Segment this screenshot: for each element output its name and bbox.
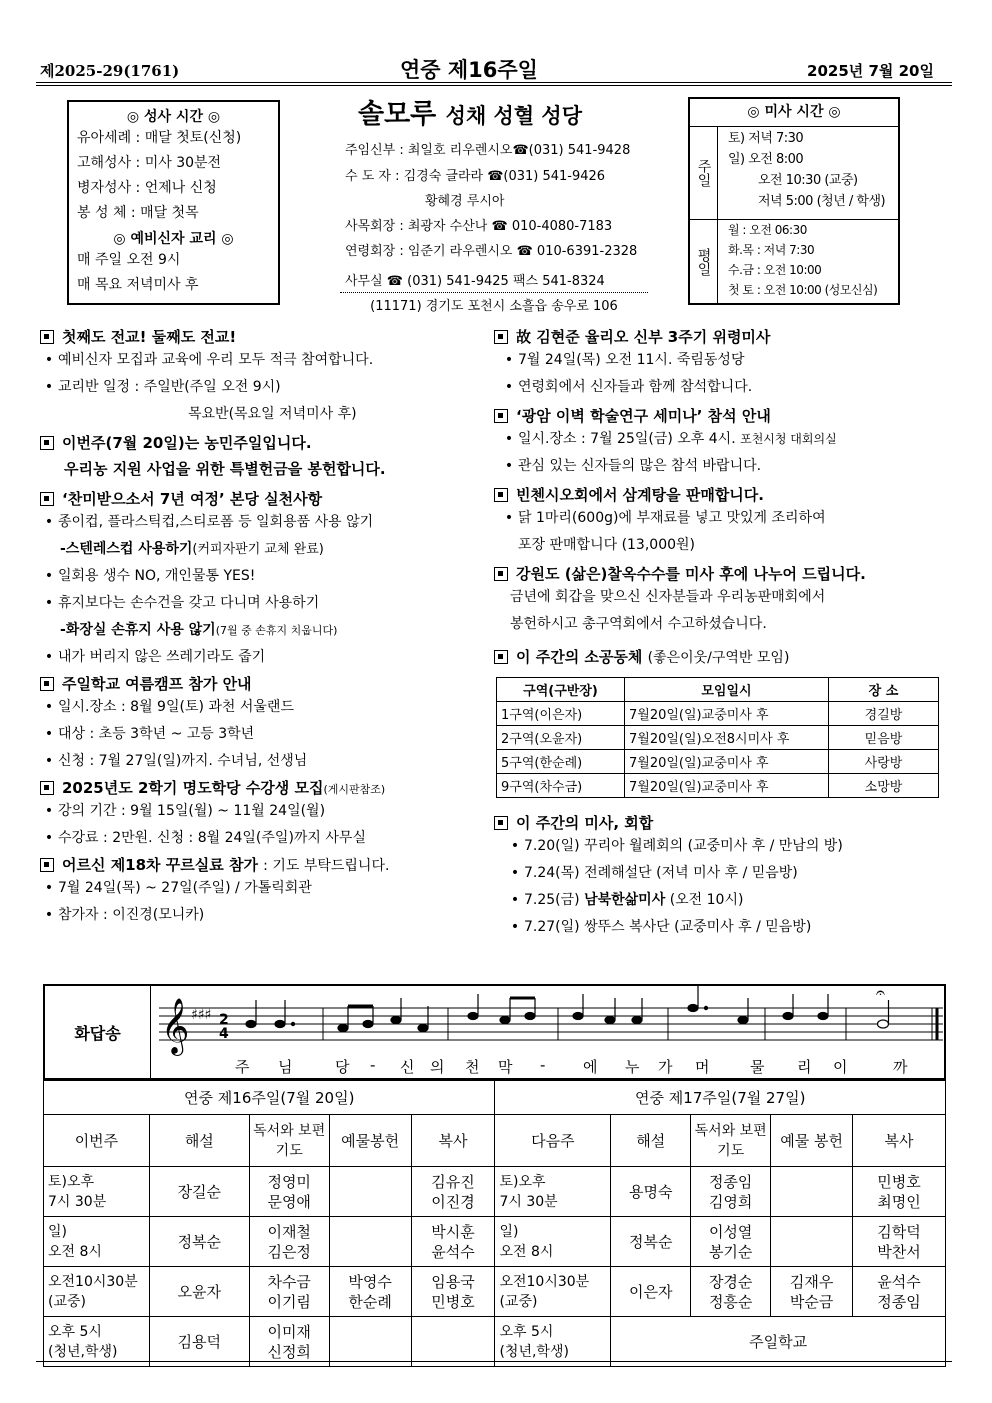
bullet-square-icon bbox=[40, 436, 54, 450]
church-address: (11171) 경기도 포천시 소흘읍 송우로 106 bbox=[340, 292, 648, 314]
sunday-mass-section bbox=[690, 127, 898, 220]
catechumen-row: 매 주일 오전 9시 bbox=[77, 252, 181, 268]
list-item: • 휴지보다는 손수건을 갖고 다니며 사용하기 bbox=[44, 595, 320, 611]
list-item: • 7.25(금) 남북한삶미사 (오전 10시) bbox=[510, 892, 744, 908]
bullet-square-icon bbox=[494, 650, 508, 664]
roster-cell: 이미재 신정희 bbox=[249, 1317, 329, 1367]
section-heading: 이 주간의 미사, 회합 bbox=[494, 812, 949, 833]
weekday-mass-section bbox=[690, 220, 898, 303]
table-row: 2구역(오윤자) 7월20일(일)오전8시미사 후 믿음방 bbox=[497, 726, 939, 750]
mass-times-title: ◎ 미사 시간 ◎ bbox=[690, 99, 898, 127]
bullet-square-icon bbox=[40, 492, 54, 506]
right-column bbox=[494, 326, 949, 941]
list-item: • 7.27(일) 쌍뚜스 복사단 (교중미사 후 / 믿음방) bbox=[510, 919, 812, 935]
roster-cell: 오전10시30분 (교중) bbox=[495, 1267, 611, 1317]
roster-cell: 용명숙 bbox=[611, 1167, 691, 1217]
list-item: • 7.24(목) 전례해설단 (저녁 미사 후 / 믿음방) bbox=[510, 865, 798, 881]
mass-time-row: 토) 저녁 7:30 bbox=[728, 131, 804, 146]
page-title: 연중 제16주일 bbox=[400, 58, 538, 82]
sacrament-row: 병자성사 : 언제나 신청 bbox=[77, 180, 217, 196]
roster-cell: 토)오후 7시 30분 bbox=[44, 1167, 150, 1217]
federation-chair-info: 연령회장 : 임준기 라우렌시오 ☎ 010-6391-2328 bbox=[345, 244, 638, 259]
table-header: 모임일시 bbox=[625, 678, 829, 702]
bullet-square-icon bbox=[494, 816, 508, 830]
roster-cell: 김용덕 bbox=[149, 1317, 249, 1367]
list-item: • 교리반 일정 : 주일반(주일 오전 9시) bbox=[44, 379, 281, 395]
section-heading: ‘광암 이벽 학술연구 세미나’ 참석 안내 bbox=[494, 405, 949, 426]
issue-number: 제2025-29(1761) bbox=[40, 62, 180, 80]
section-heading: 첫째도 전교! 둘째도 전교! bbox=[40, 326, 490, 347]
roster-cell: 이은자 bbox=[611, 1267, 691, 1317]
weekday-label: 평일 bbox=[690, 220, 718, 303]
roster-row bbox=[44, 1217, 946, 1267]
section-line: 봉헌하시고 총구역회에서 수고하셨습니다. bbox=[510, 616, 767, 632]
roster-cell bbox=[411, 1317, 495, 1367]
mass-time-row: 월 : 오전 06:30 bbox=[728, 223, 807, 237]
list-item: 포장 판매합니다 (13,000원) bbox=[518, 537, 696, 553]
bullet-square-icon bbox=[40, 330, 54, 344]
section-line: 금년에 회갑을 맞으신 신자분들과 우리농판매회에서 bbox=[510, 589, 826, 605]
table-row: 5구역(한순례) 7월20일(일)교중미사 후 사랑방 bbox=[497, 750, 939, 774]
list-item: • 일시.장소 : 8월 9일(토) 과천 서울랜드 bbox=[44, 699, 294, 715]
roster-cell: 김재우 박순금 bbox=[771, 1267, 853, 1317]
section-line: 우리농 지원 사업을 위한 특별헌금을 봉헌합니다. bbox=[64, 460, 386, 478]
roster-cell: 일) 오전 8시 bbox=[495, 1217, 611, 1267]
list-item: -스텐레스컵 사용하기(커피자판기 교체 완료) bbox=[60, 541, 324, 557]
list-item: 목요반(목요일 저녁미사 후) bbox=[188, 406, 357, 422]
roster-cell bbox=[771, 1167, 853, 1217]
section-heading: 이번주(7월 20일)는 농민주일입니다. bbox=[40, 432, 490, 453]
sunday-label: 주일 bbox=[690, 127, 718, 219]
fermata-icon: 𝄐 bbox=[876, 986, 885, 1002]
svg-text:4: 4 bbox=[219, 1026, 229, 1042]
section-heading: 2025년도 2학기 명도학당 수강생 모집(게시판참조) bbox=[40, 777, 490, 798]
roster-cell: 토)오후 7시 30분 bbox=[495, 1167, 611, 1217]
left-column bbox=[40, 326, 490, 929]
section-heading: ‘찬미받으소서 7년 여정’ 본당 실천사항 bbox=[40, 488, 490, 509]
list-item: • 7월 24일(목) 오전 11시. 죽림동성당 bbox=[504, 352, 745, 368]
roster-cell: 정복순 bbox=[149, 1217, 249, 1267]
roster-row bbox=[44, 1167, 946, 1217]
list-item: • 참가자 : 이진경(모니카) bbox=[44, 907, 205, 923]
small-community-table bbox=[496, 677, 939, 798]
sisters-info-2: 황혜경 루시아 bbox=[425, 194, 505, 209]
list-item: • 수강료 : 2만원. 신청 : 8월 24일(주일)까지 사무실 bbox=[44, 830, 366, 846]
roster-cell bbox=[329, 1217, 411, 1267]
liturgy-roster-table bbox=[43, 1080, 946, 1367]
psalm-label: 화답송 bbox=[45, 986, 151, 1078]
roster-cell: 김유진 이진경 bbox=[411, 1167, 495, 1217]
list-item: • 연령회에서 신자들과 함께 참석합니다. bbox=[504, 379, 753, 395]
table-header: 구역(구반장) bbox=[497, 678, 625, 702]
roster-cell: 박영수 한순례 bbox=[329, 1267, 411, 1317]
roster-cell: 김학덕 박찬서 bbox=[853, 1217, 946, 1267]
header-divider bbox=[36, 82, 952, 86]
list-item: -화장실 손휴지 사용 않기(7월 중 손휴지 치웁니다) bbox=[60, 622, 338, 638]
list-item: • 관심 있는 신자들의 많은 참석 바랍니다. bbox=[504, 458, 762, 474]
roster-cell: 임용국 민병호 bbox=[411, 1267, 495, 1317]
list-item: • 7.20(일) 꾸리아 월례회의 (교중미사 후 / 만남의 방) bbox=[510, 838, 843, 854]
office-info: 사무실 ☎ (031) 541-9425 팩스 541-8324 bbox=[345, 274, 605, 289]
sacrament-row: 고해성사 : 미사 30분전 bbox=[77, 155, 222, 171]
bullet-square-icon bbox=[494, 488, 508, 502]
roster-row bbox=[44, 1317, 946, 1367]
sacrament-row: 유아세례 : 매달 첫토(신청) bbox=[77, 130, 242, 146]
section-heading: 어르신 제18차 꾸르실료 참가 : 기도 부탁드립니다. bbox=[40, 854, 490, 875]
list-item: • 대상 : 초등 3학년 ~ 고등 3학년 bbox=[44, 726, 255, 742]
roster-cell bbox=[329, 1167, 411, 1217]
roster-cell: 이재철 김은정 bbox=[249, 1217, 329, 1267]
list-item: • 내가 버리지 않은 쓰레기라도 줍기 bbox=[44, 649, 266, 665]
roster-cell: 차수금 이기림 bbox=[249, 1267, 329, 1317]
catechumen-title: ◎ 예비신자 교리 ◎ bbox=[113, 231, 234, 247]
roster-cell: 장경순 정흥순 bbox=[691, 1267, 771, 1317]
mass-times-box bbox=[688, 97, 900, 305]
roster-cell bbox=[329, 1317, 411, 1367]
svg-text:♯♯♯: ♯♯♯ bbox=[191, 1007, 212, 1023]
list-item: • 예비신자 모집과 교육에 우리 모두 적극 참여합니다. bbox=[44, 352, 374, 368]
sacrament-title: ◎ 성사 시간 ◎ bbox=[126, 109, 221, 125]
list-item: • 종이컵, 플라스틱컵,스티로폼 등 일회용품 사용 않기 bbox=[44, 514, 374, 530]
psalm-response-box: 화답송 𝄞 ♯♯♯ 2 4 𝄐 주 님 당 - 신 의 천 막 - 에 누 가 머 물 리 이 까 bbox=[43, 984, 946, 1080]
list-item: • 강의 기간 : 9월 15일(월) ~ 11월 24일(월) bbox=[44, 803, 326, 819]
week2-title: 연중 제17주일(7월 27일) bbox=[495, 1081, 946, 1115]
roster-cell: 윤석수 정종임 bbox=[853, 1267, 946, 1317]
section-heading: 이 주간의 소공동체 (좋은이웃/구역반 모임) bbox=[494, 646, 949, 667]
sisters-info: 수 도 자 : 김경숙 글라라 ☎(031) 541-9426 bbox=[345, 169, 606, 184]
music-staff bbox=[153, 986, 946, 1078]
mass-time-row: 일) 오전 8:00 bbox=[728, 152, 804, 167]
roster-cell: 오후 5시 (청년,학생) bbox=[495, 1317, 611, 1367]
sacrament-times-box bbox=[67, 100, 280, 305]
roster-cell: 주일학교 bbox=[611, 1317, 946, 1367]
roster-cell: 장길순 bbox=[149, 1167, 249, 1217]
roster-cell: 정복순 bbox=[611, 1217, 691, 1267]
bullet-square-icon bbox=[40, 781, 54, 795]
mass-time-row: 오전 10:30 (교중) bbox=[758, 173, 858, 188]
roster-cell: 박시훈 윤석수 bbox=[411, 1217, 495, 1267]
list-item: • 일시.장소 : 7월 25일(금) 오후 4시. 포천시청 대회의실 bbox=[504, 431, 837, 447]
roster-cell: 오윤자 bbox=[149, 1267, 249, 1317]
mass-time-row: 저녁 5:00 (청년 / 학생) bbox=[758, 194, 886, 209]
council-chair-info: 사목회장 : 최광자 수산나 ☎ 010-4080-7183 bbox=[345, 219, 613, 234]
roster-header-row: 이번주 해설 독서와 보편기도 예물봉헌 복사 다음주 해설 독서와 보편기도 예물 봉헌 복사 bbox=[44, 1115, 946, 1167]
roster-cell: 민병호 최명인 bbox=[853, 1167, 946, 1217]
bullet-square-icon bbox=[494, 567, 508, 581]
bullet-square-icon bbox=[40, 858, 54, 872]
church-name: 솔모루 성채 성혈 성당 bbox=[358, 99, 582, 130]
roster-row bbox=[44, 1267, 946, 1317]
roster-cell: 이성열 봉기순 bbox=[691, 1217, 771, 1267]
treble-clef-icon: 𝄞 bbox=[161, 998, 190, 1054]
svg-text:2: 2 bbox=[219, 1012, 229, 1028]
roster-cell: 일) 오전 8시 bbox=[44, 1217, 150, 1267]
roster-cell: 정종임 김영희 bbox=[691, 1167, 771, 1217]
week1-title: 연중 제16주일(7월 20일) bbox=[44, 1081, 495, 1115]
list-item: • 신청 : 7월 27일(일)까지. 수녀님, 선생님 bbox=[44, 753, 308, 769]
bullet-square-icon bbox=[494, 409, 508, 423]
roster-cell: 정영미 문영애 bbox=[249, 1167, 329, 1217]
table-row: 1구역(이은자) 7월20일(일)교중미사 후 경길방 bbox=[497, 702, 939, 726]
bullet-square-icon bbox=[494, 330, 508, 344]
mass-time-row: 수.금 : 오전 10:00 bbox=[728, 263, 822, 277]
footer-divider bbox=[36, 1361, 952, 1362]
catechumen-row: 매 목요 저녁미사 후 bbox=[77, 277, 199, 293]
mass-time-row: 화.목 : 저녁 7:30 bbox=[728, 243, 815, 257]
pastor-info: 주임신부 : 최일호 리우렌시오☎(031) 541-9428 bbox=[345, 143, 631, 158]
section-heading: 강원도 (삶은)찰옥수수를 미사 후에 나누어 드립니다. bbox=[494, 563, 949, 584]
section-heading: 故 김현준 율리오 신부 3주기 위령미사 bbox=[494, 326, 949, 347]
issue-date: 2025년 7월 20일 bbox=[807, 62, 934, 80]
roster-cell bbox=[771, 1217, 853, 1267]
list-item: • 닭 1마리(600g)에 부재료를 넣고 맛있게 조리하여 bbox=[504, 510, 826, 526]
mass-time-row: 첫 토 : 오전 10:00 (성모신심) bbox=[728, 283, 878, 297]
section-heading: 주일학교 여름캠프 참가 안내 bbox=[40, 673, 490, 694]
list-item: • 7월 24일(목) ~ 27일(주일) / 가톨릭회관 bbox=[44, 880, 312, 896]
section-heading: 빈첸시오회에서 삼계탕을 판매합니다. bbox=[494, 484, 949, 505]
bullet-square-icon bbox=[40, 677, 54, 691]
list-item: • 일회용 생수 NO, 개인물통 YES! bbox=[44, 568, 256, 584]
roster-cell: 오전10시30분 (교중) bbox=[44, 1267, 150, 1317]
table-header: 장 소 bbox=[829, 678, 939, 702]
roster-cell: 오후 5시 (청년,학생) bbox=[44, 1317, 150, 1367]
table-row: 9구역(차수금) 7월20일(일)교중미사 후 소망방 bbox=[497, 774, 939, 798]
sacrament-row: 봉 성 체 : 매달 첫목 bbox=[77, 205, 199, 221]
